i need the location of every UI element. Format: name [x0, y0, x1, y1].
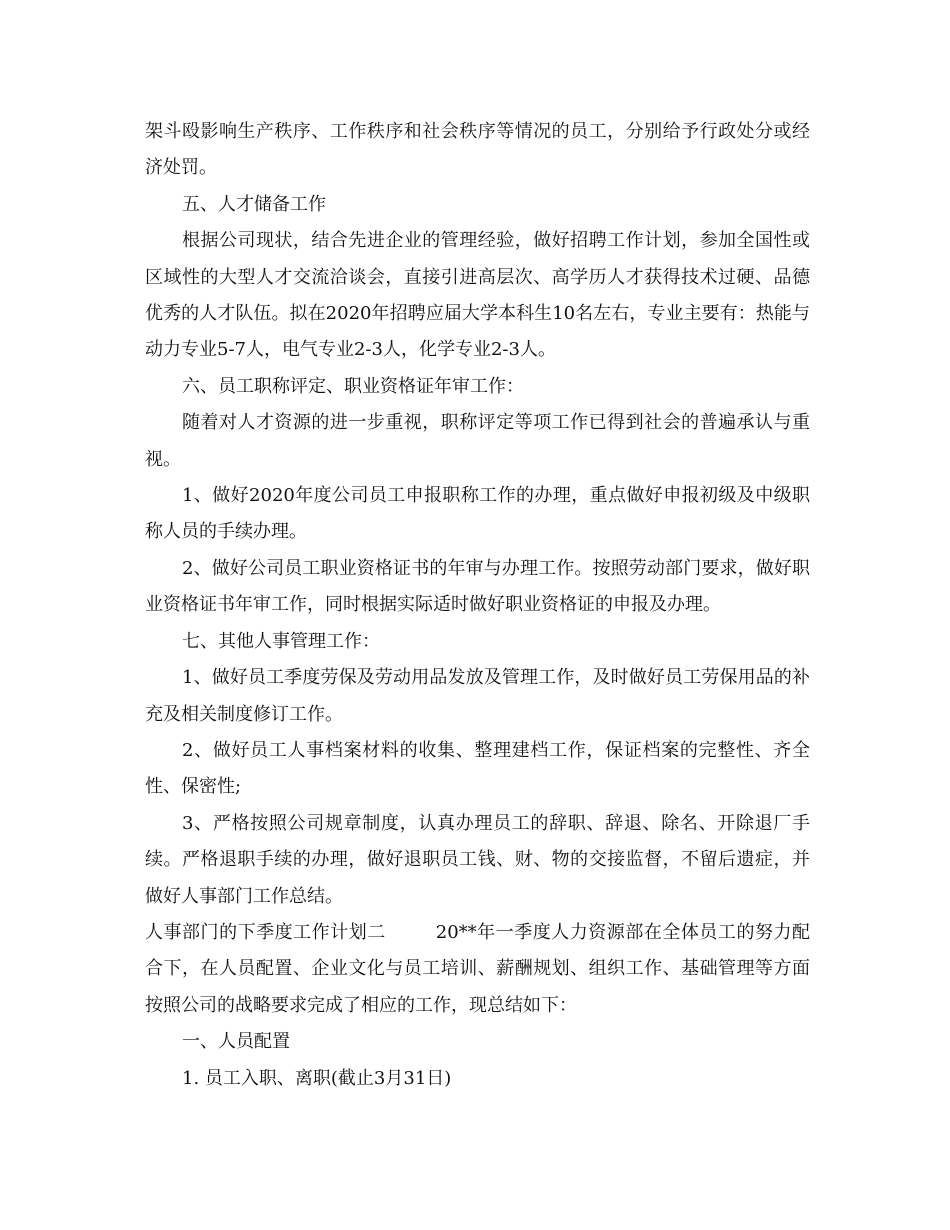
- plan-two-intro: 20**年一季度人力资源部在全体员工的努力配合下，在人员配置、企业文化与员工培训、薪酬规划、组织工作、基础管理等方面按照公司的战略要求完成了相应的工作，现总结如下：: [145, 921, 810, 1016]
- subheading-onboarding-departure: 1. 员工入职、离职(截止3月31日): [182, 1067, 452, 1089]
- paragraph-talent-recruitment: 根据公司现状，结合先进企业的管理经验，做好招聘工作计划，参加全国性或区域性的大型人才交流洽谈会，直接引进高层次、高学历人才获得技术过硬、品德优秀的人才队伍。拟在2020年招聘应届大学本科生10名左右，专业主要有：热能与动力专业5-7人，电气专业2-3人，化学专业2-3人。: [145, 230, 810, 361]
- document-body: [145, 114, 810, 1097]
- section-heading-staffing: 一、人员配置: [182, 1031, 290, 1053]
- paragraph-continuation: 架斗殴影响生产秩序、工作秩序和社会秩序等情况的员工，分别给予行政处分或经济处罚。: [145, 121, 810, 179]
- section-heading-talent-reserve: 五、人才储备工作: [182, 193, 326, 215]
- section-heading-title-evaluation: 六、员工职称评定、职业资格证年审工作：: [182, 375, 524, 397]
- paragraph-labor-protection: 1、做好员工季度劳保及劳动用品发放及管理工作，及时做好员工劳保用品的补充及相关制度修订工作。: [145, 667, 810, 725]
- plan-two-heading: 人事部门的下季度工作计划二: [145, 921, 386, 943]
- paragraph-plan-two: [145, 915, 810, 1024]
- paragraph-resignation-procedures: 3、严格按照公司规章制度，认真办理员工的辞职、辞退、除名、开除退厂手续。严格退职手续的办理，做好退职员工钱、财、物的交接监督，不留后遗症，并做好人事部门工作总结。: [145, 812, 810, 907]
- paragraph-title-evaluation-intro: 随着对人才资源的进一步重视，职称评定等项工作已得到社会的普遍承认与重视。: [145, 412, 810, 470]
- paragraph-title-application: 1、做好2020年度公司员工申报职称工作的办理，重点做好申报初级及中级职称人员的手续办理。: [145, 485, 810, 543]
- section-heading-other-hr-work: 七、其他人事管理工作：: [182, 630, 380, 652]
- paragraph-certificate-review: 2、做好公司员工职业资格证书的年审与办理工作。按照劳动部门要求，做好职业资格证书年审工作，同时根据实际适时做好职业资格证的申报及办理。: [145, 557, 810, 616]
- paragraph-personnel-files: 2、做好员工人事档案材料的收集、整理建档工作，保证档案的完整性、齐全性、保密性;: [145, 739, 810, 798]
